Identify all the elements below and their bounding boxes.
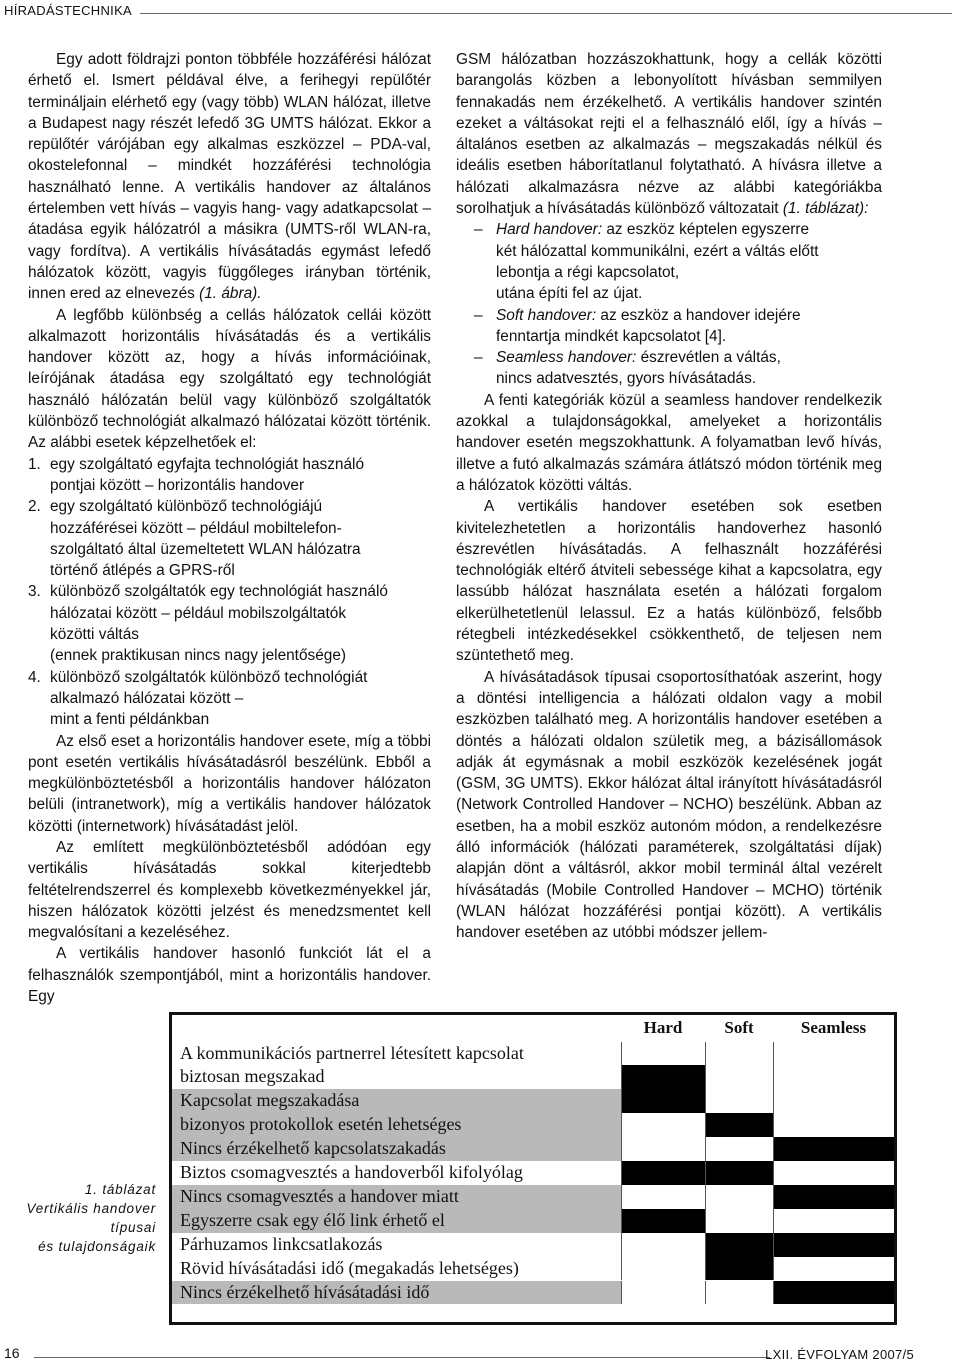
header-divider [140,13,952,14]
mark-cell-hard [621,1089,705,1113]
mark-cell-seamless [773,1161,894,1185]
paragraph: A vertikális handover esetében sok esetben kivitelezhetetlen a horizontális handoverhez hasonló észrevétlen hívásátadás. A felhasznált hozzáférési technológiák eltérő átviteli sebessége kihat a kapcsolatra, egy lassúbb hálózat használata esetén a hálózati forgalom elkerülhetetlenül lelassul. Ez a hatás különböző, felsőbb rétegbeli intézkedésekkel csökkenthető, de teljesen nem szüntethető meg. [456,498,882,665]
mark-cell-seamless [773,1185,894,1209]
mark-cell-soft [705,1161,773,1185]
table-row [172,1065,894,1089]
dash-bullet: – [474,306,483,324]
mark-cell-seamless [773,1137,894,1161]
handover-properties-table [169,1012,897,1325]
row-label: Párhuzamos linkcsatlakozás [172,1233,621,1257]
handover-type-description: észrevétlen a váltás, nincs adatvesztés, gyors hívásátadás. [496,349,781,388]
mark-cell-soft [705,1137,773,1161]
mark-cell-seamless [773,1089,894,1113]
paragraph-text: GSM hálózatban hozzászokhattunk, hogy a cellák közötti barangolás közben a lebonyolított hívásban semmilyen fennakadás nem érzékelhető. A vertikális handover szintén ezeket a váltásokat rejti el a felhasználó elől, így a hívás – általános esetben az alkalmazás – megszakadás nélkül és ideális esetben háborítatlanul folytatható. A hívásra illetve a hálózati alkalmazásra nézve az alábbi kategóriákba sorolhatjuk a hívásátadás különböző változatait [456,51,882,218]
dash-bullet: – [474,349,483,367]
list-item-text: különböző szolgáltatók különböző technológiát alkalmazó hálózatai között – mint a fenti példánkban [50,668,368,729]
mark-cell-soft [705,1233,773,1257]
list-item-text [496,347,882,390]
list-number: 4. [28,668,41,686]
list-item [28,667,431,731]
caption-line: és tulajdonságaik [38,1239,156,1254]
mark-cell-soft [705,1185,773,1209]
table-row [172,1042,894,1066]
mark-cell-hard [621,1257,705,1281]
table-row [172,1137,894,1161]
left-column [28,49,431,1007]
mark-cell-hard [621,1137,705,1161]
row-label: Kapcsolat megszakadása [172,1089,621,1113]
table-row [172,1161,894,1185]
mark-cell-soft [705,1209,773,1233]
table-caption [8,1180,156,1256]
mark-cell-soft [705,1042,773,1066]
caption-line: típusai [110,1220,156,1235]
mark-cell-soft [705,1281,773,1305]
mark-cell-hard [621,1065,705,1089]
footer-divider [34,1357,770,1358]
mark-cell-seamless [773,1209,894,1233]
mark-cell-seamless [773,1233,894,1257]
figure-reference: (1. ábra). [199,285,262,303]
list-number: 3. [28,583,41,601]
mark-cell-hard [621,1209,705,1233]
handover-type-description: az eszköz képtelen egyszerre két hálózattal kommunikálni, ezért a váltás előtt lebontja a régi kapcsolatot, utána építi fel az újat. [496,221,819,303]
list-item [28,581,431,666]
case-list [28,454,431,731]
caption-line: 1. táblázat [84,1182,156,1197]
paragraph [28,49,431,305]
mark-cell-seamless [773,1257,894,1281]
paragraph: Az említett megkülönböztetésből adódóan egy vertikális hívásátadás sokkal kiterjedtebb feltételrendszerrel és komplexebb következményekkel jár, hiszen hálózatok közötti jelzést és menedzsmentet kell megvalósítani a kezeléséhez. [28,838,431,942]
row-label: Nincs érzékelhető kapcsolatszakadás [172,1137,621,1161]
mark-cell-hard [621,1042,705,1066]
mark-cell-soft [705,1113,773,1137]
column-header-seamless: Seamless [800,1018,867,1037]
table-row [172,1209,894,1233]
row-label: Egyszerre csak egy élő link érhető el [172,1209,621,1233]
table-row [172,1233,894,1257]
mark-cell-soft [705,1065,773,1089]
mark-cell-soft [705,1089,773,1113]
mark-cell-seamless [773,1042,894,1066]
mark-cell-hard [621,1113,705,1137]
list-item [28,454,431,497]
page-number: 16 [4,1345,20,1361]
table-row [172,1257,894,1281]
handover-type-name: Seamless handover: [496,349,637,367]
list-item-text: egy szolgáltató egyfajta technológiát használó pontjai között – horizontális handover [50,455,365,494]
issue-label: LXII. ÉVFOLYAM 2007/5 [765,1347,914,1362]
handover-type-description: az eszköz a handover idejére fenntartja mindkét kapcsolatot [4]. [496,306,801,345]
mark-cell-hard [621,1161,705,1185]
paragraph: A legfőbb különbség a cellás hálózatok cellái között alkalmazott horizontális hívásátadás és a vertikális handover között az, hogy a hívás információinak, leírójának átadása egy szolgáltató egy technológiát használó hálózatán belül vagy különböző szolgáltatók különböző technológiát alkalmazó hálózatai között történik. Az alábbi esetek képzelhetőek el: [28,306,431,452]
table-row [172,1113,894,1137]
table-row [172,1089,894,1113]
list-item-text: különböző szolgáltatók egy technológiát használó hálózatai között – például mobilszolgáltatók közötti váltás (ennek praktikusan nincs nagy jelentősége) [50,583,388,665]
paragraph: A hívásátadások típusai csoportosíthatóak aszerint, hogy a döntési intelligencia a hálózati oldalon vagy a mobil eszközben található meg. A horizontális handover esetében a döntés a hálózati oldalon születik meg, a bázisállomások adják át egymásnak a mobil eszközök kezelésének jogát (GSM, 3G UMTS). Ekkor hálózat által irányított hívásátadásról (Network Controlled Handover – NCHO) beszélünk. Abban az esetben, ha a mobil eszköz autonóm módon, a rendelkezésre álló információk (hálózati paraméterek, szolgáltatási díjak) alapján dönt a váltásról, akkor mobil terminál által vezérelt hívásátadás (Mobile Controlled Handover – MCHO) történik (WLAN hálózat hozzáférési pontjai között). A vertikális handover esetében az utóbbi módszer jellem- [456,668,882,942]
list-item [28,496,431,581]
list-number: 2. [28,498,41,516]
handover-type-name: Hard handover: [496,221,603,239]
table-row [172,1185,894,1209]
row-label: Nincs érzékelhető hívásátadási idő [172,1281,621,1305]
row-label: biztosan megszakad [172,1065,621,1089]
paragraph: Az első eset a horizontális handover esete, míg a többi pont esetén vertikális hívásátadásról beszélünk. Ebből a megkülönböztetésből a horizontális handover hálózaton belüli (intranetwork), míg a vertikális handover hálózatok közötti (internetwork) hívásátadást jelöl. [28,732,431,835]
table-reference: (1. táblázat): [782,200,869,218]
dash-bullet: – [474,221,483,239]
list-item-text [496,219,882,304]
table-row [172,1281,894,1305]
right-column [456,49,882,943]
table-header [621,1015,894,1041]
mark-cell-hard [621,1281,705,1305]
paragraph [456,49,882,219]
row-label: Biztos csomagvesztés a handoverből kifolyólag [172,1161,621,1185]
list-item [456,305,882,348]
column-header-hard: Hard [643,1018,683,1037]
handover-type-name: Soft handover: [496,306,597,324]
row-label: bizonyos protokollok esetén lehetséges [172,1113,621,1137]
caption-line: Vertikális handover [26,1201,156,1216]
paragraph: A fenti kategóriák közül a seamless handover rendelkezik azokkal a tulajdonságokkal, amelyeket a horizontális handover esetén megszokhattunk. A folyamatban levő hívás, illetve a futó alkalmazás számára átlátszó módon történik meg a hálózatok közötti váltás. [456,391,882,494]
mark-cell-seamless [773,1281,894,1305]
running-header: HÍRADÁSTECHNIKA [4,3,133,18]
column-header-soft: Soft [724,1018,754,1037]
row-label: A kommunikációs partnerrel létesített kapcsolat [172,1042,621,1066]
mark-cell-soft [705,1257,773,1281]
mark-cell-seamless [773,1065,894,1089]
mark-cell-hard [621,1185,705,1209]
row-label: Rövid hívásátadási idő (megakadás lehetséges) [172,1257,621,1281]
list-item [456,347,882,390]
handover-types-list [456,219,882,389]
list-item [456,219,882,304]
list-number: 1. [28,455,41,473]
paragraph: A vertikális handover hasonló funkciót lát el a felhasználók szempontjából, mint a horizontális handover. Egy [28,945,431,1006]
paragraph-text: Egy adott földrajzi ponton többféle hozzáférési hálózat érhető el. Ismert példával élve, a ferihegyi repülőtér termináljain elérhető egy (vagy több) WLAN hálózat, illetve a Budapest nagy részét lefedő 3G UMTS hálózat. Ekkor a repülőtér várójában egy alkalmas eszközzel – PDA-val, okostelefonnal – mindkét hozzáférési technológia használható lenne. A vertikális handover az általános értelemben vett hívás – vagyis hang- vagy adatkapcsolat – átadása egyik hálózatról a másikra (UMTS-ről WLAN-ra, vagy fordítva). A vertikális hívásátadás egymást lefedő hálózatok között, vagyis függőleges irányban történik, innen ered az elnevezés [28,51,431,303]
mark-cell-seamless [773,1113,894,1137]
list-item-text [496,305,882,348]
mark-cell-hard [621,1233,705,1257]
list-item-text: egy szolgáltató különböző technológiájú hozzáférései között – például mobiltelefon- szolgáltató által üzemeltetett WLAN hálózatra történő átlépés a GPRS-ről [50,498,361,580]
row-label: Nincs csomagvesztés a handover miatt [172,1185,621,1209]
